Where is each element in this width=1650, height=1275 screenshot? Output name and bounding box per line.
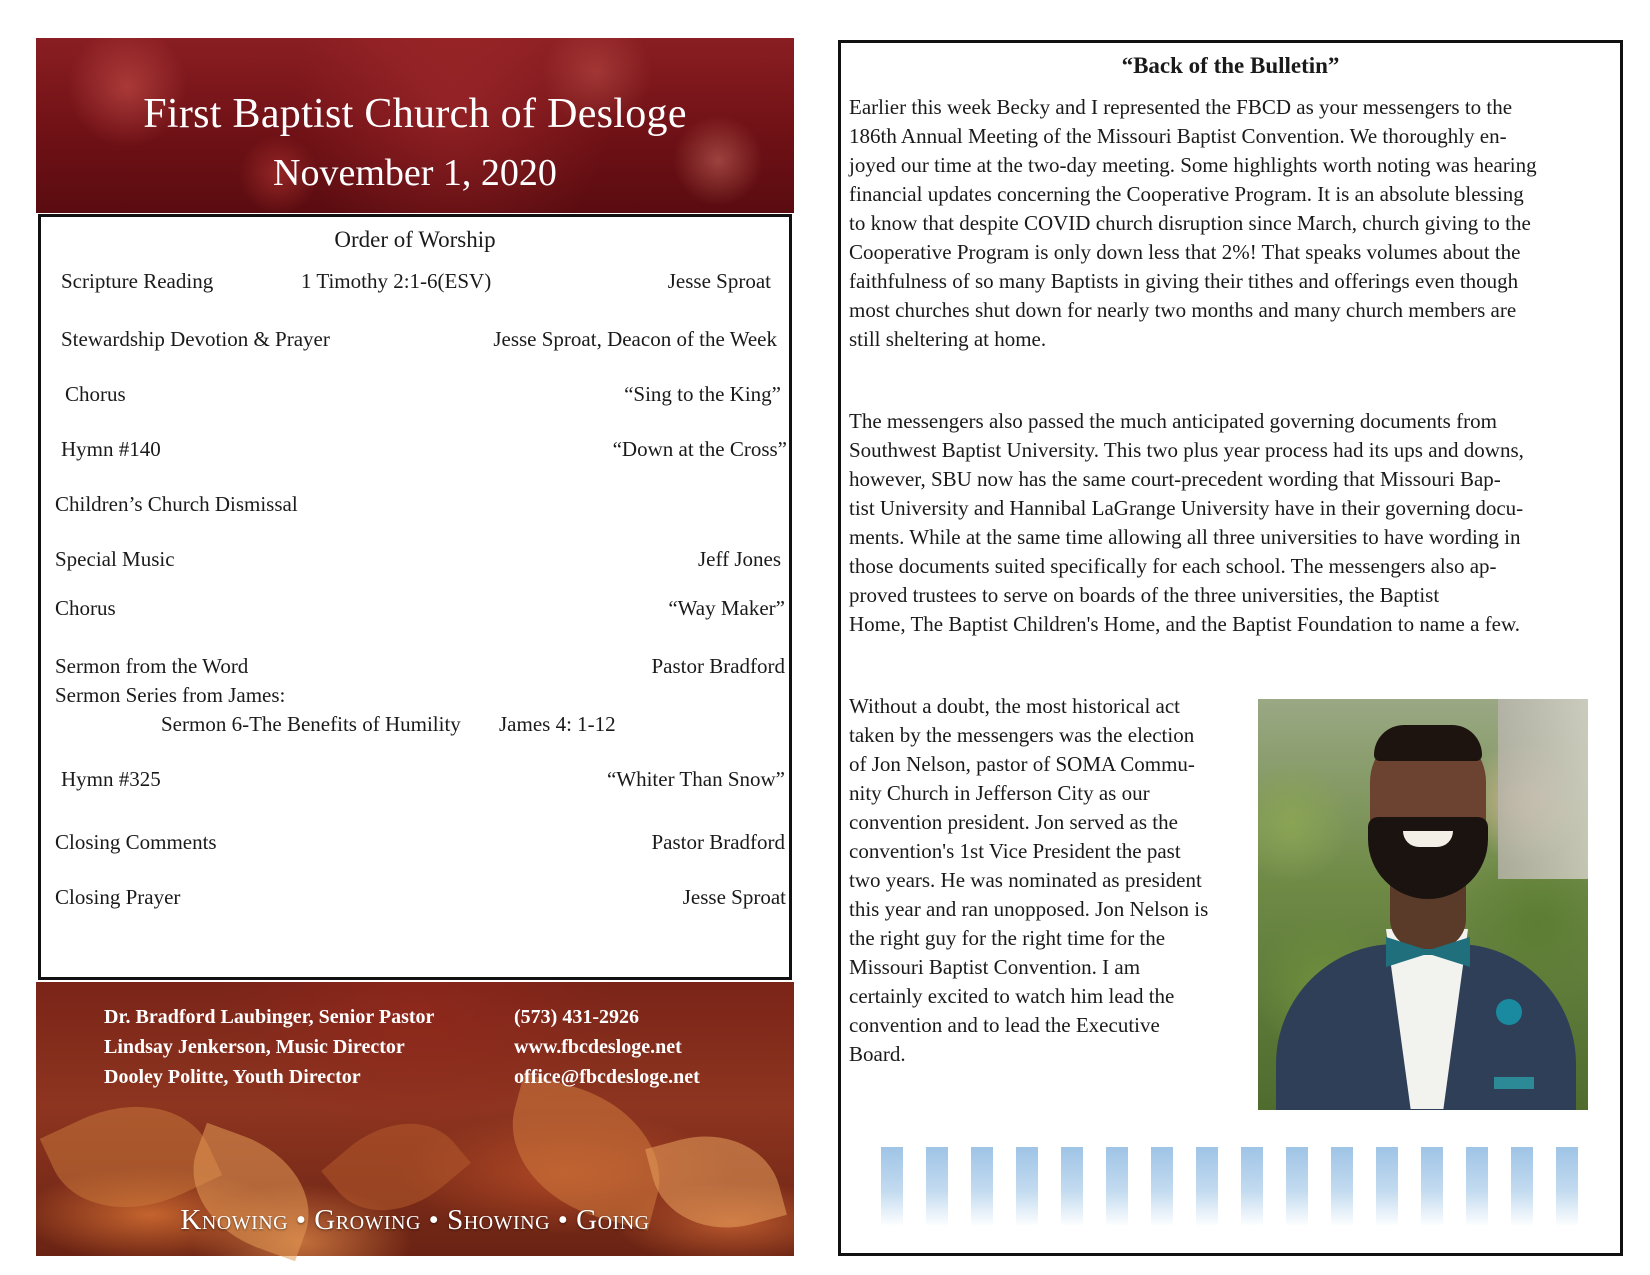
paragraph-convention-meeting	[849, 93, 1537, 354]
text-line: Cooperative Program is only down less that 2%! That speaks volumes about the	[849, 240, 1521, 264]
stripe-decoration	[1511, 1147, 1533, 1227]
text-line: taken by the messengers was the election	[849, 723, 1195, 747]
stripe-decoration	[1286, 1147, 1308, 1227]
text-line: nity Church in Jefferson City as our	[849, 781, 1150, 805]
text-line: faithfulness of so many Baptists in giving their tithes and offerings even though	[849, 269, 1519, 293]
stripe-decoration	[1016, 1147, 1038, 1227]
text-line: Earlier this week Becky and I represented the FBCD as your messengers to the	[849, 95, 1513, 119]
worship-item	[41, 492, 795, 520]
text-line: most churches shut down for nearly two months and many church members are	[849, 298, 1517, 322]
worship-item-name: Chorus	[55, 596, 116, 620]
text-line: two years. He was nominated as president	[849, 868, 1202, 892]
text-line: the right guy for the right time for the	[849, 926, 1166, 950]
text-line: convention and to lead the Executive	[849, 1013, 1160, 1037]
worship-item-name: Special Music	[55, 547, 175, 571]
worship-item	[41, 654, 795, 682]
photo-beard	[1368, 817, 1488, 899]
worship-item-name: Chorus	[65, 382, 126, 406]
worship-item	[41, 269, 795, 297]
worship-item	[41, 767, 795, 795]
text-line: of Jon Nelson, pastor of SOMA Commu-	[849, 752, 1195, 776]
worship-item-leader: Jesse Sproat	[667, 269, 771, 293]
back-of-bulletin-panel	[838, 40, 1623, 1256]
text-line: Southwest Baptist University. This two plus year process had its ups and downs,	[849, 438, 1524, 462]
worship-item-song: “Sing to the King”	[624, 382, 781, 406]
text-line: convention's 1st Vice President the past	[849, 839, 1181, 863]
footer-banner	[36, 982, 794, 1256]
worship-item-name: Hymn #325	[61, 767, 161, 791]
stripe-decoration	[926, 1147, 948, 1227]
text-line: joyed our time at the two-day meeting. Some highlights worth noting was hearing	[849, 153, 1537, 177]
stripe-decoration	[1106, 1147, 1128, 1227]
text-line: to know that despite COVID church disruption since March, church giving to the	[849, 211, 1531, 235]
contact-info	[514, 1002, 700, 1092]
worship-item-leader: Pastor Bradford	[651, 830, 785, 854]
stripe-decoration	[881, 1147, 903, 1227]
worship-item-name: Closing Comments	[55, 830, 217, 854]
header-banner	[36, 38, 794, 213]
text-line: financial updates concerning the Cooperative Program. It is an absolute blessing	[849, 182, 1524, 206]
text-line: tist University and Hannibal LaGrange University have in their governing docu-	[849, 496, 1524, 520]
photo-lapel-pin	[1496, 999, 1522, 1025]
worship-item-leader: Jesse Sproat, Deacon of the Week	[493, 327, 777, 351]
worship-item-name: Scripture Reading	[61, 269, 214, 293]
stripe-decoration	[1331, 1147, 1353, 1227]
sermon-scripture: James 4: 1-12	[499, 712, 616, 736]
text-line: still sheltering at home.	[849, 327, 1047, 351]
sermon-title: Sermon 6-The Benefits of Humility	[161, 712, 461, 736]
photo-pocket-square	[1494, 1077, 1534, 1089]
phone-number: (573) 431-2926	[514, 1006, 639, 1028]
worship-item-song: “Way Maker”	[668, 596, 785, 620]
pastor-photo	[1258, 699, 1588, 1110]
text-line: proved trustees to serve on boards of the three universities, the Baptist	[849, 583, 1440, 607]
worship-item-leader: Jeff Jones	[697, 547, 781, 571]
worship-item	[41, 885, 795, 913]
stripe-decoration	[971, 1147, 993, 1227]
stripe-decoration	[1421, 1147, 1443, 1227]
worship-item-scripture: 1 Timothy 2:1-6(ESV)	[301, 269, 492, 293]
staff-youth-director: Dooley Politte, Youth Director	[104, 1066, 361, 1088]
bulletin-front-panel	[36, 38, 794, 1256]
text-line: The messengers also passed the much anticipated governing documents from	[849, 409, 1497, 433]
worship-item	[41, 712, 795, 740]
worship-item	[41, 437, 795, 465]
text-line: Without a doubt, the most historical act	[849, 694, 1181, 718]
text-line: certainly excited to watch him lead the	[849, 984, 1175, 1008]
text-line: Missouri Baptist Convention. I am	[849, 955, 1141, 979]
stripe-decoration	[1151, 1147, 1173, 1227]
worship-item-name: Stewardship Devotion & Prayer	[61, 327, 330, 351]
stripe-decoration	[1061, 1147, 1083, 1227]
text-line: Home, The Baptist Children's Home, and the Baptist Foundation to name a few.	[849, 612, 1521, 636]
stripe-decoration	[1466, 1147, 1488, 1227]
worship-item	[41, 327, 795, 355]
text-line: Board.	[849, 1042, 906, 1066]
text-line: convention president. Jon served as the	[849, 810, 1178, 834]
text-line: however, SBU now has the same court-precedent wording that Missouri Bap-	[849, 467, 1501, 491]
worship-item-name: Closing Prayer	[55, 885, 181, 909]
worship-item-name: Sermon from the Word	[55, 654, 249, 678]
stripe-decoration	[1376, 1147, 1398, 1227]
order-of-worship-box	[38, 214, 792, 980]
photo-hair	[1374, 725, 1482, 761]
worship-item-song: “Down at the Cross”	[612, 437, 787, 461]
worship-item-name: Children’s Church Dismissal	[55, 492, 298, 516]
worship-item	[41, 596, 795, 624]
worship-item-leader: Pastor Bradford	[651, 654, 785, 678]
worship-item	[41, 382, 795, 410]
website-link[interactable]: www.fbcdesloge.net	[514, 1036, 682, 1058]
email-link[interactable]: office@fbcdesloge.net	[514, 1066, 700, 1088]
paragraph-governing-documents	[849, 407, 1524, 639]
staff-music-director: Lindsay Jenkerson, Music Director	[104, 1036, 405, 1058]
church-motto: Knowing • Growing • Showing • Going	[180, 1204, 650, 1236]
staff-senior-pastor: Dr. Bradford Laubinger, Senior Pastor	[104, 1006, 435, 1028]
stripe-decoration	[1241, 1147, 1263, 1227]
stripe-decoration	[1196, 1147, 1218, 1227]
worship-item	[41, 830, 795, 858]
text-line: 186th Annual Meeting of the Missouri Baptist Convention. We thoroughly en-	[849, 124, 1507, 148]
church-name: First Baptist Church of Desloge	[143, 91, 687, 137]
order-of-worship-title: Order of Worship	[334, 227, 496, 252]
text-line: this year and ran unopposed. Jon Nelson is	[849, 897, 1209, 921]
service-date: November 1, 2020	[273, 152, 557, 194]
worship-item-leader: Jesse Sproat	[682, 885, 786, 909]
staff-list	[104, 1002, 434, 1092]
worship-item-name: Hymn #140	[61, 437, 161, 461]
text-line: those documents suited specifically for each school. The messengers also ap-	[849, 554, 1497, 578]
stripe-decoration	[1556, 1147, 1578, 1227]
decorative-stripes	[881, 1147, 1581, 1227]
paragraph-convention-president	[849, 692, 1208, 1069]
photo-background-wall	[1498, 699, 1588, 879]
worship-item	[41, 683, 795, 711]
worship-item-song: “Whiter Than Snow”	[606, 767, 785, 791]
worship-item	[41, 547, 795, 575]
back-of-bulletin-title: “Back of the Bulletin”	[1121, 53, 1340, 78]
text-line: ments. While at the same time allowing all three universities to have wording in	[849, 525, 1521, 549]
sermon-series: Sermon Series from James:	[55, 683, 286, 707]
